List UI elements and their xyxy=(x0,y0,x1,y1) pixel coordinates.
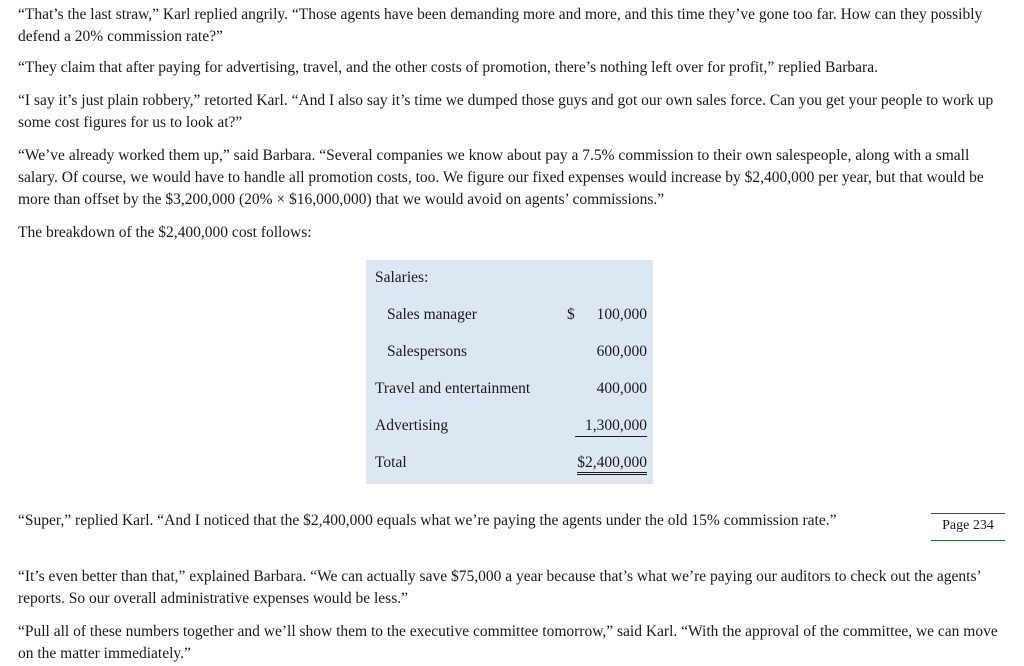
dialogue-paragraph-1: “That’s the last straw,” Karl replied angrily. “Those agents have been demanding more and more, and this time they’ve gone too far. How can they possibly defend a 20% commission rate?” xyxy=(18,6,983,45)
dialogue-paragraph-3: “I say it’s just plain robbery,” retorted Karl. “And I also say it’s time we dumped those guys and got our own sales force. Can you get your people to work up some cost figures for us to look at?” xyxy=(18,92,994,131)
row-label: Advertising xyxy=(375,417,449,434)
currency-symbol: $ xyxy=(567,306,575,323)
row-amount: 100,000 xyxy=(596,306,647,323)
row-label: Total xyxy=(375,454,407,471)
row-amount: 400,000 xyxy=(596,380,647,397)
row-label: Salespersons xyxy=(387,343,468,360)
page-number-marker: Page 234 xyxy=(931,513,1005,541)
cost-breakdown-table xyxy=(366,260,653,484)
row-label: Travel and entertainment xyxy=(375,380,531,397)
dialogue-paragraph-4: “We’ve already worked them up,” said Barbara. “Several companies we know about pay a 7.5% commission to their own salespeople, along with a small salary. Of course, we would have to handle all promotion costs, too. We figure our fixed expenses would increase by $2,400,000 per year, but that would be more than offset by the $3,200,000 (20% × $16,000,000) that we would avoid on agents’ commissions.” xyxy=(18,147,984,208)
total-amount: $2,400,000 xyxy=(577,454,647,475)
dialogue-paragraph-8: “Pull all of these numbers together and we’ll show them to the executive committee tomorrow,” said Karl. “With the approval of the committee, we can move on the matter immediately.” xyxy=(18,623,998,662)
dialogue-paragraph-6: “Super,” replied Karl. “And I noticed that the $2,400,000 equals what we’re paying the agents under the old 15% commission rate.” xyxy=(18,512,837,529)
dialogue-paragraph-7: “It’s even better than that,” explained Barbara. “We can actually save $75,000 a year because that’s what we’re paying our auditors to check out the agents’ reports. So our overall administrative expenses would be less.” xyxy=(18,568,981,607)
table-row-advertising xyxy=(366,417,653,439)
dialogue-paragraph-2: “They claim that after paying for advertising, travel, and the other costs of promotion, there’s nothing left over for profit,” replied Barbara. xyxy=(18,59,878,76)
table-row-total xyxy=(366,454,653,476)
table-row-sales-manager xyxy=(366,306,653,328)
table-row-travel xyxy=(366,380,653,402)
table-row-salespersons xyxy=(366,343,653,365)
row-amount: 600,000 xyxy=(596,343,647,360)
breakdown-intro: The breakdown of the $2,400,000 cost follows: xyxy=(18,224,312,241)
salaries-heading: Salaries: xyxy=(375,269,429,286)
table-row-salaries-heading xyxy=(366,269,653,291)
row-label: Sales manager xyxy=(387,306,477,323)
row-amount: 1,300,000 xyxy=(575,417,647,437)
